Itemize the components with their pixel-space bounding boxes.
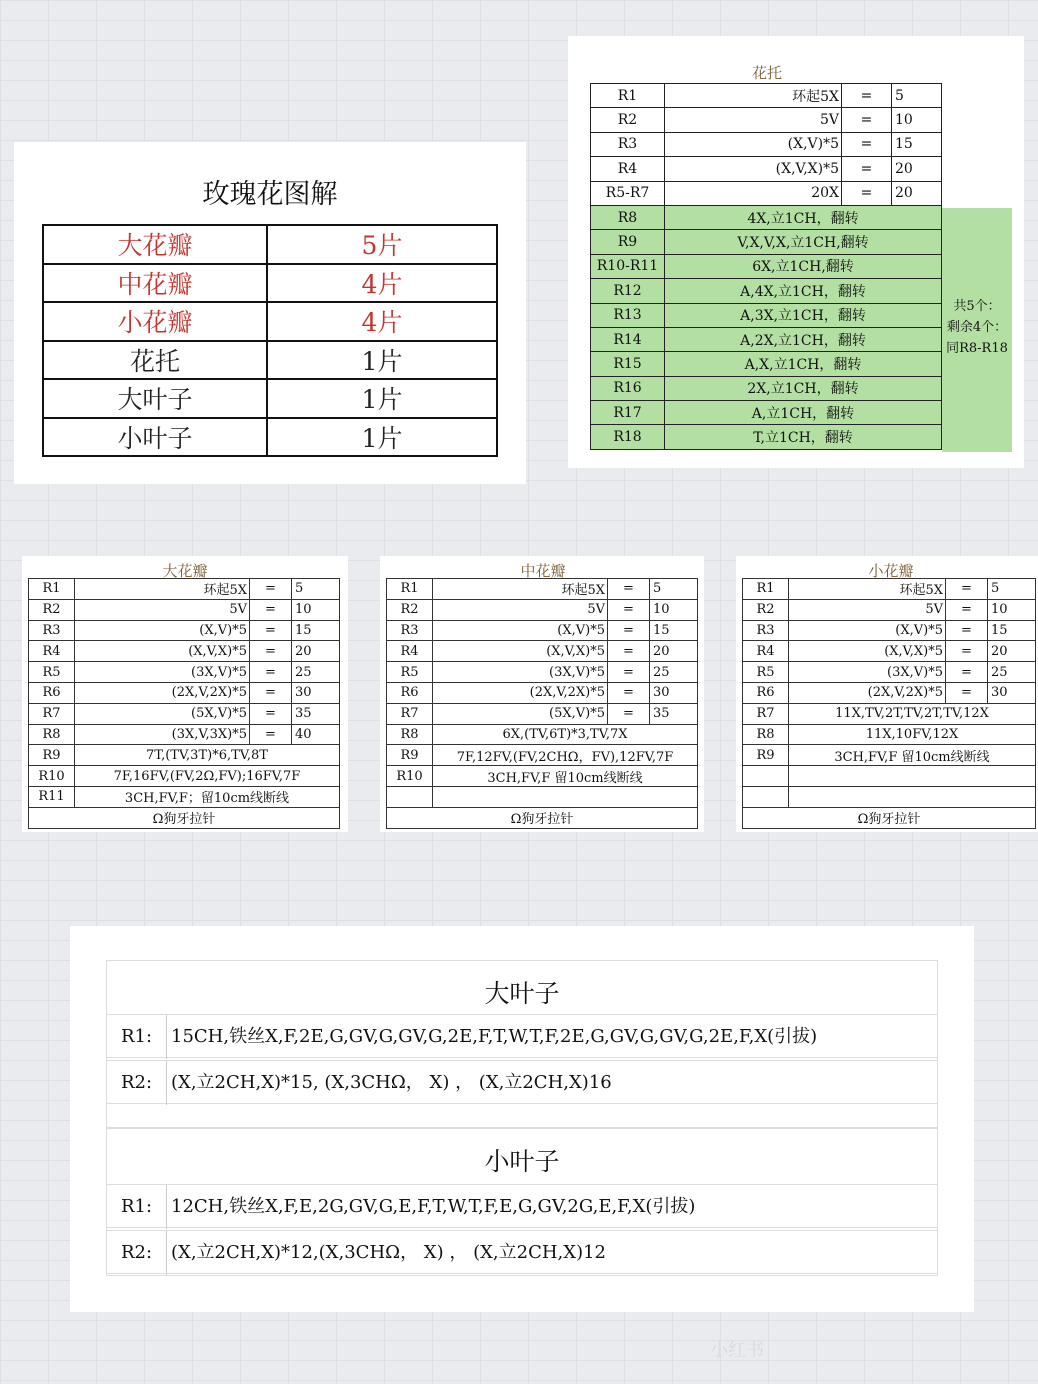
row-formula: (3X,V)*5 [789, 662, 946, 683]
row-equals: = [946, 682, 988, 703]
row-equals: = [842, 132, 892, 156]
row-formula: (3X,V)*5 [75, 662, 250, 683]
row-formula: 5V [433, 599, 608, 620]
row-label: R10 [29, 766, 75, 787]
row-formula: (X,V)*5 [433, 620, 608, 641]
table-row [743, 766, 1036, 787]
small-leaf-title: 小叶子 [484, 1147, 560, 1176]
table-footer-row [29, 807, 340, 828]
row-result: 10 [988, 599, 1036, 620]
row-formula: (X,V)*5 [665, 132, 842, 156]
row-formula: 20X [665, 181, 842, 205]
row-label: R8 [591, 205, 665, 229]
table-row [743, 620, 1036, 641]
big-leaf-row-2 [106, 1060, 938, 1104]
row-result: 5 [892, 84, 942, 108]
row-equals: = [842, 181, 892, 205]
summary-title: 玫瑰花图解 [202, 179, 338, 210]
mid-petal-card [380, 556, 704, 832]
table-row [29, 786, 340, 807]
row-label [387, 786, 433, 807]
table-row [591, 132, 942, 156]
row-equals: = [842, 84, 892, 108]
table-row [387, 786, 698, 807]
table-row [29, 662, 340, 683]
table-row [43, 225, 497, 264]
petal-title: 大花瓣 [162, 562, 208, 580]
table-footer: Ω狗牙拉针 [387, 807, 698, 828]
row-result: 10 [292, 599, 340, 620]
part-count: 1片 [267, 418, 497, 457]
row-label: R1: [107, 1185, 167, 1229]
table-row [591, 254, 942, 278]
table-row [387, 766, 698, 787]
table-row [43, 264, 497, 303]
table-row [743, 724, 1036, 745]
row-label: R13 [591, 303, 665, 327]
row-result: 35 [650, 703, 698, 724]
row-label: R3 [29, 620, 75, 641]
row-label: R4 [591, 157, 665, 181]
row-label: R1 [743, 579, 789, 600]
row-equals: = [250, 724, 292, 745]
row-text: A,2X,立1CH，翻转 [665, 327, 942, 351]
row-label: R10 [387, 766, 433, 787]
row-result: 15 [988, 620, 1036, 641]
part-name: 小叶子 [43, 418, 267, 457]
row-label: R1 [29, 579, 75, 600]
row-text: A,立1CH，翻转 [665, 401, 942, 425]
table-row [743, 786, 1036, 807]
row-text: 4X,立1CH，翻转 [665, 205, 942, 229]
row-label: R4 [29, 641, 75, 662]
small-petal-table [742, 578, 1036, 829]
row-result: 35 [292, 703, 340, 724]
row-equals: = [608, 682, 650, 703]
row-equals: = [250, 641, 292, 662]
row-formula: (X,V,X)*5 [665, 157, 842, 181]
row-label: R9 [591, 230, 665, 254]
table-row [591, 352, 942, 376]
calyx-card [568, 36, 1024, 468]
row-label: R17 [591, 401, 665, 425]
row-formula: 环起5X [665, 84, 842, 108]
table-footer: Ω狗牙拉针 [29, 807, 340, 828]
table-row [29, 599, 340, 620]
table-row [387, 745, 698, 766]
big-leaf-row-1 [106, 1014, 938, 1058]
row-equals: = [946, 599, 988, 620]
row-text: 7T,(TV,3T)*6,TV,8T [75, 745, 340, 766]
row-label: R3 [743, 620, 789, 641]
row-label [743, 766, 789, 787]
row-result: 25 [988, 662, 1036, 683]
table-row [591, 327, 942, 351]
row-equals: = [250, 682, 292, 703]
row-text: 11X,TV,2T,TV,2T,TV,12X [789, 703, 1036, 724]
row-formula: (X,V)*5 [789, 620, 946, 641]
table-row [29, 641, 340, 662]
row-label: R2 [387, 599, 433, 620]
row-label: R12 [591, 279, 665, 303]
part-count: 1片 [267, 379, 497, 418]
part-count: 4片 [267, 302, 497, 341]
table-row [387, 724, 698, 745]
table-row [743, 579, 1036, 600]
row-label: R2 [591, 108, 665, 132]
row-formula: (2X,V,2X)*5 [75, 682, 250, 703]
row-label: R5-R7 [591, 181, 665, 205]
row-text: 6X,(TV,6T)*3,TV,7X [433, 724, 698, 745]
row-equals: = [250, 599, 292, 620]
petal-title: 小花瓣 [868, 562, 914, 580]
table-row [743, 703, 1036, 724]
row-equals: = [842, 157, 892, 181]
row-formula: 5V [75, 599, 250, 620]
watermark: 小红书 [710, 1340, 764, 1361]
table-row [387, 682, 698, 703]
row-equals: = [250, 620, 292, 641]
calyx-note-line: 共5个： [953, 299, 1001, 314]
row-result: 40 [292, 724, 340, 745]
row-label: R3 [591, 132, 665, 156]
table-row [743, 745, 1036, 766]
part-name: 花托 [43, 341, 267, 380]
row-text: (X,立2CH,X)*15, (X,3CHΩ， X) ， (X,立2CH,X)16 [171, 1072, 612, 1093]
row-result: 10 [892, 108, 942, 132]
table-row [387, 662, 698, 683]
row-text: 7F,16FV,(FV,2Ω,FV);16FV,7F [75, 766, 340, 787]
row-equals: = [608, 641, 650, 662]
row-text: 3CH,FV,F；留10cm线断线 [75, 786, 340, 807]
row-label [743, 786, 789, 807]
row-label: R4 [743, 641, 789, 662]
row-text: A,3X,立1CH，翻转 [665, 303, 942, 327]
table-row [43, 302, 497, 341]
row-text: 2X,立1CH，翻转 [665, 376, 942, 400]
table-row [591, 376, 942, 400]
row-text: (X,立2CH,X)*12,(X,3CHΩ， X) ， (X,立2CH,X)12 [171, 1242, 607, 1263]
row-label: R1: [107, 1015, 167, 1059]
row-label: R2 [743, 599, 789, 620]
row-label: R11 [29, 786, 75, 807]
table-row [387, 599, 698, 620]
part-count: 1片 [267, 341, 497, 380]
row-label: R10-R11 [591, 254, 665, 278]
row-text: A,X,立1CH，翻转 [665, 352, 942, 376]
row-result: 20 [988, 641, 1036, 662]
table-row [29, 703, 340, 724]
table-row [43, 418, 497, 457]
row-equals: = [250, 579, 292, 600]
table-row [43, 379, 497, 418]
row-result: 30 [650, 682, 698, 703]
row-result: 10 [650, 599, 698, 620]
row-result: 5 [650, 579, 698, 600]
table-row [29, 745, 340, 766]
row-label: R15 [591, 352, 665, 376]
row-result: 20 [892, 157, 942, 181]
table-row [29, 682, 340, 703]
row-result: 20 [892, 181, 942, 205]
row-result: 30 [292, 682, 340, 703]
table-row [591, 425, 942, 449]
row-text: V,X,V,X,立1CH,翻转 [665, 230, 942, 254]
row-formula: 环起5X [433, 579, 608, 600]
table-row [29, 620, 340, 641]
table-row [591, 205, 942, 229]
row-text [789, 786, 1036, 807]
row-formula: (5X,V)*5 [433, 703, 608, 724]
table-row [29, 766, 340, 787]
table-row [743, 599, 1036, 620]
rose-summary-card [14, 142, 526, 484]
row-label: R8 [29, 724, 75, 745]
row-label: R1 [387, 579, 433, 600]
row-formula: (2X,V,2X)*5 [789, 682, 946, 703]
row-text: 3CH,FV,F 留10cm线断线 [433, 766, 698, 787]
row-equals: = [946, 641, 988, 662]
table-footer-row [387, 807, 698, 828]
row-text: 15CH,铁丝X,F,2E,G,GV,G,GV,G,2E,F,T,W,T,F,2E,G,GV,G,GV,G,2E,F,X(引拔) [171, 1026, 818, 1047]
row-label: R6 [743, 682, 789, 703]
row-label: R18 [591, 425, 665, 449]
table-row [591, 84, 942, 108]
row-text: A,4X,立1CH，翻转 [665, 279, 942, 303]
small-leaf-row-2 [106, 1230, 938, 1274]
calyx-title: 花托 [751, 64, 782, 82]
row-text: 3CH,FV,F 留10cm线断线 [789, 745, 1036, 766]
row-formula: (3X,V,3X)*5 [75, 724, 250, 745]
row-result: 30 [988, 682, 1036, 703]
row-label: R5 [743, 662, 789, 683]
part-name: 大花瓣 [43, 225, 267, 264]
row-formula: (3X,V)*5 [433, 662, 608, 683]
table-row [591, 401, 942, 425]
table-row [591, 303, 942, 327]
row-label: R2: [107, 1231, 167, 1275]
part-name: 中花瓣 [43, 264, 267, 303]
table-row [743, 682, 1036, 703]
row-label: R5 [387, 662, 433, 683]
row-label: R2 [29, 599, 75, 620]
row-formula: 环起5X [789, 579, 946, 600]
table-row [387, 579, 698, 600]
row-label: R9 [743, 745, 789, 766]
row-equals: = [250, 703, 292, 724]
row-text: 7F,12FV,(FV,2CHΩ，FV),12FV,7F [433, 745, 698, 766]
row-label: R9 [29, 745, 75, 766]
row-result: 15 [650, 620, 698, 641]
row-label: R7 [29, 703, 75, 724]
row-result: 5 [988, 579, 1036, 600]
table-row [591, 181, 942, 205]
table-row [387, 641, 698, 662]
big-leaf-title: 大叶子 [484, 979, 560, 1008]
table-row [387, 703, 698, 724]
row-equals: = [608, 599, 650, 620]
row-label: R14 [591, 327, 665, 351]
row-equals: = [608, 579, 650, 600]
row-label: R8 [387, 724, 433, 745]
row-result: 5 [292, 579, 340, 600]
table-row [29, 579, 340, 600]
row-formula: 5V [789, 599, 946, 620]
table-row [43, 341, 497, 380]
row-equals: = [946, 662, 988, 683]
row-formula: (5X,V)*5 [75, 703, 250, 724]
calyx-note-line: 剩余4个： [946, 320, 1008, 335]
table-row [591, 157, 942, 181]
row-label: R4 [387, 641, 433, 662]
row-equals: = [250, 662, 292, 683]
table-row [29, 724, 340, 745]
row-equals: = [946, 620, 988, 641]
row-result: 15 [892, 132, 942, 156]
row-text: 6X,立1CH,翻转 [665, 254, 942, 278]
row-text [433, 786, 698, 807]
row-formula: 5V [665, 108, 842, 132]
leaves-card [70, 926, 974, 1312]
table-row [387, 620, 698, 641]
row-label: R3 [387, 620, 433, 641]
part-name: 大叶子 [43, 379, 267, 418]
row-equals: = [608, 662, 650, 683]
table-footer-row [743, 807, 1036, 828]
row-equals: = [842, 108, 892, 132]
part-count: 5片 [267, 225, 497, 264]
table-row [591, 108, 942, 132]
row-equals: = [608, 620, 650, 641]
row-result: 15 [292, 620, 340, 641]
row-label: R7 [743, 703, 789, 724]
row-formula: (2X,V,2X)*5 [433, 682, 608, 703]
calyx-table [590, 83, 942, 450]
row-label: R9 [387, 745, 433, 766]
part-count: 4片 [267, 264, 497, 303]
small-petal-card [736, 556, 1038, 832]
row-equals: = [608, 703, 650, 724]
row-text: 12CH,铁丝X,F,E,2G,GV,G,E,F,T,W,T,F,E,G,GV,2G,E,F,X(引拔) [171, 1196, 696, 1217]
row-label: R7 [387, 703, 433, 724]
big-petal-card [22, 556, 348, 832]
table-footer: Ω狗牙拉针 [743, 807, 1036, 828]
row-result: 20 [292, 641, 340, 662]
row-label: R6 [29, 682, 75, 703]
row-label: R5 [29, 662, 75, 683]
table-row [743, 641, 1036, 662]
table-row [591, 279, 942, 303]
row-formula: (X,V,X)*5 [789, 641, 946, 662]
row-label: R8 [743, 724, 789, 745]
row-text: 11X,10FV,12X [789, 724, 1036, 745]
small-leaf-row-1 [106, 1184, 938, 1228]
calyx-note-line: 同R8-R18 [946, 341, 1008, 356]
summary-table [42, 224, 498, 457]
table-row [743, 662, 1036, 683]
row-text [789, 766, 1036, 787]
row-formula: (X,V,X)*5 [75, 641, 250, 662]
row-formula: 环起5X [75, 579, 250, 600]
row-result: 25 [292, 662, 340, 683]
calyx-note [942, 208, 1012, 452]
row-label: R6 [387, 682, 433, 703]
row-label: R2: [107, 1061, 167, 1105]
row-equals: = [946, 579, 988, 600]
mid-petal-table [386, 578, 698, 829]
part-name: 小花瓣 [43, 302, 267, 341]
row-result: 20 [650, 641, 698, 662]
big-petal-table [28, 578, 340, 829]
row-label: R16 [591, 376, 665, 400]
row-formula: (X,V,X)*5 [433, 641, 608, 662]
petal-title: 中花瓣 [520, 562, 566, 580]
row-result: 25 [650, 662, 698, 683]
row-formula: (X,V)*5 [75, 620, 250, 641]
table-row [591, 230, 942, 254]
row-label: R1 [591, 84, 665, 108]
row-text: T,立1CH，翻转 [665, 425, 942, 449]
